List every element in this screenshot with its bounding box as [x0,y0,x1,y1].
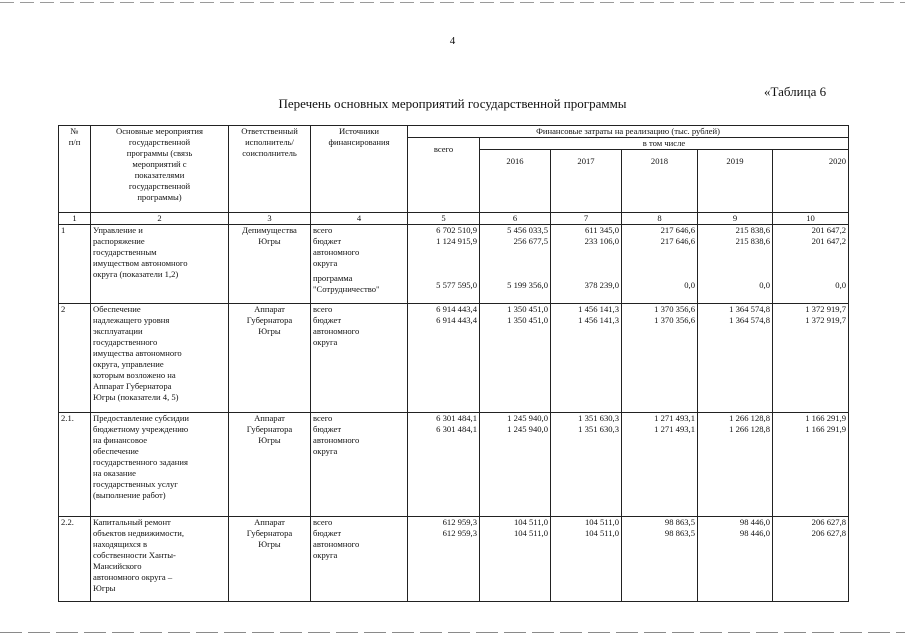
header-num-line: п/п [68,137,81,147]
value: 6 914 443,4 [436,315,477,325]
value-2019 [698,225,773,304]
value: 1 364 574,8 [729,315,770,325]
responsible-cell [229,225,311,304]
responsible-line: Депимущества [242,225,297,235]
header-responsible-line: соисполнитель [242,148,297,158]
activity-line: имуществом автономного [93,258,188,268]
value-2019 [698,517,773,602]
value: 1 350 451,0 [507,304,548,314]
col-number: 1 [59,213,91,225]
value: 6 914 443,4 [436,304,477,314]
header-activity [91,126,229,213]
activity-line: объектов недвижимости, [93,528,185,538]
table-row [59,413,849,517]
value-2018 [622,225,698,304]
value-2020 [773,225,849,304]
table-row [59,304,849,413]
activity-line: Аппарат Губернатора [93,381,172,391]
value: 1 271 493,1 [654,424,695,434]
value: 217 646,6 [660,225,695,235]
value: 215 838,6 [735,225,770,235]
header-year-2019: 2019 [698,150,773,213]
source-label: всего [313,517,333,527]
col-number: 8 [622,213,698,225]
activity-line: государственного [93,337,158,347]
header-total: всего [408,138,480,213]
col-number: 5 [408,213,480,225]
value-total [408,413,480,517]
col-number: 4 [311,213,408,225]
activity-line: на финансовое [93,435,148,445]
activity-cell [91,517,229,602]
row-number: 1 [59,225,91,304]
activity-line: обеспечение [93,446,139,456]
value-2020 [773,517,849,602]
col-number: 2 [91,213,229,225]
header-num-line: № [70,126,79,136]
value: 217 646,6 [660,236,695,246]
header-activity-line: мероприятий с [132,159,187,169]
responsible-line: Губернатора [246,528,293,538]
value: 104 511,0 [513,528,548,538]
activity-line: государственных услуг [93,479,178,489]
source-label: программа [313,273,353,283]
source-label: бюджет [313,236,342,246]
value: 612 959,3 [442,528,477,538]
value-2019 [698,413,773,517]
header-activity-line: показателями [134,170,185,180]
value: 1 370 356,6 [654,304,695,314]
header-sources-line: финансирования [328,137,390,147]
value-2020 [773,413,849,517]
value: 201 647,2 [811,225,847,235]
source-label: всего [313,225,333,235]
value: 5 577 595,0 [436,280,477,290]
source-label: округа [313,258,338,268]
source-label: бюджет [313,528,342,538]
value: 6 301 484,1 [436,413,477,423]
activity-line: Управление и [93,225,143,235]
source-label: округа [313,550,338,560]
responsible-line: Аппарат [254,517,285,527]
activity-line: на оказание [93,468,136,478]
activity-cell [91,413,229,517]
activity-line: эксплуатации [93,326,143,336]
activities-table [58,125,849,602]
value: 1 266 128,8 [729,413,770,423]
responsible-cell [229,413,311,517]
value-2020 [773,304,849,413]
source-label: всего [313,304,333,314]
sources-cell [311,304,408,413]
col-number: 3 [229,213,311,225]
table-label: «Таблица 6 [764,84,827,99]
value: 104 511,0 [584,528,619,538]
value: 378 239,0 [584,280,619,290]
value: 0,0 [684,280,695,290]
activity-line: собственности Ханты- [93,550,176,560]
header-activity-line: программы (связь [126,148,193,158]
value: 256 677,5 [513,236,548,246]
value: 1 166 291,9 [805,424,847,434]
source-label: округа [313,446,338,456]
activity-line: находящихся в [93,539,147,549]
value: 6 301 484,1 [436,424,477,434]
value-2017 [551,517,622,602]
value: 0,0 [759,280,770,290]
document-title: Перечень основных мероприятий государственной программы [278,96,627,111]
value-2017 [551,225,622,304]
value-2016 [480,517,551,602]
activity-line: автономного округа – [93,572,173,582]
value-2018 [622,304,698,413]
value: 1 166 291,9 [805,413,847,423]
responsible-line: Югры [258,326,281,336]
header-including: в том числе [480,138,849,150]
activity-line: Югры [93,583,116,593]
header-year-2016: 2016 [480,150,551,213]
sources-cell [311,225,408,304]
scan-edge-bottom [0,632,905,633]
header-activity-line: государственной [128,181,191,191]
value: 1 245 940,0 [507,413,548,423]
activity-line: Югры (показатели 4, 5) [93,392,179,402]
header-sources-line: Источники [338,126,380,136]
value-2016 [480,304,551,413]
value-2016 [480,225,551,304]
value: 104 511,0 [513,517,548,527]
header-sources [311,126,408,213]
activity-line: округа (показатели 1,2) [93,269,179,279]
source-label: автономного [313,247,360,257]
value-2016 [480,413,551,517]
value-total [408,225,480,304]
value-2017 [551,304,622,413]
value: 1 266 128,8 [729,424,770,434]
source-label: бюджет [313,424,342,434]
col-number: 6 [480,213,551,225]
activity-line: распоряжение [93,236,145,246]
value: 1 124 915,9 [436,236,477,246]
sources-cell [311,517,408,602]
value: 1 372 919,7 [805,315,847,325]
header-year-2018: 2018 [622,150,698,213]
header-num [59,126,91,213]
activity-line: Обеспечение [93,304,141,314]
activity-line: Капитальный ремонт [93,517,171,527]
value: 1 351 630,3 [578,413,619,423]
activity-cell [91,304,229,413]
header-financing: Финансовые затраты на реализацию (тыс. рублей) [408,126,849,138]
value: 215 838,6 [735,236,770,246]
header-year-2020: 2020 [773,150,849,213]
value-total [408,517,480,602]
responsible-line: Аппарат [254,304,285,314]
col-number: 7 [551,213,622,225]
value: 1 245 940,0 [507,424,548,434]
row-number: 2 [59,304,91,413]
value: 5 199 356,0 [507,280,548,290]
value: 233 106,0 [584,236,619,246]
column-number-row [59,213,849,225]
value: 0,0 [835,280,847,290]
activity-line: имущества автономного [93,348,182,358]
activity-line: (выполнение работ) [93,490,166,500]
value: 612 959,3 [442,517,477,527]
header-responsible [229,126,311,213]
scan-edge-top [0,2,905,3]
col-number: 9 [698,213,773,225]
value: 98 446,0 [739,528,770,538]
header-year-2017: 2017 [551,150,622,213]
value-2017 [551,413,622,517]
value-2019 [698,304,773,413]
activity-line: надлежащего уровня [93,315,170,325]
value: 206 627,8 [811,528,847,538]
responsible-cell [229,304,311,413]
value: 1 271 493,1 [654,413,695,423]
value: 104 511,0 [584,517,619,527]
responsible-line: Югры [258,539,281,549]
responsible-line: Югры [258,236,281,246]
value: 206 627,8 [811,517,847,527]
activity-line: государственным [93,247,157,257]
activity-line: Мансийского [93,561,142,571]
activity-line: округа, управление [93,359,164,369]
value: 1 351 630,3 [578,424,619,434]
activity-line: государственного задания [93,457,188,467]
value: 1 350 451,0 [507,315,548,325]
value: 6 702 510,9 [436,225,477,235]
row-number: 2.1. [59,413,91,517]
table-row [59,225,849,304]
table-row [59,517,849,602]
value: 1 372 919,7 [805,304,847,314]
sources-cell [311,413,408,517]
value: 5 456 033,5 [507,225,548,235]
activity-cell [91,225,229,304]
page-number: 4 [449,35,456,47]
value: 1 364 574,8 [729,304,770,314]
row-number: 2.2. [59,517,91,602]
responsible-cell [229,517,311,602]
source-label: округа [313,337,338,347]
value-2018 [622,517,698,602]
value: 98 863,5 [664,528,695,538]
responsible-line: Губернатора [246,424,293,434]
source-label: автономного [313,326,360,336]
value: 98 446,0 [739,517,770,527]
value-total [408,304,480,413]
table-header [59,126,849,225]
value-2018 [622,413,698,517]
source-label: бюджет [313,315,342,325]
activity-line: Предоставление субсидии [93,413,190,423]
value: 201 647,2 [811,236,847,246]
header-responsible-line: Ответственный [241,126,298,136]
header-activity-line: программы) [137,192,182,202]
activity-line: которым возложено на [93,370,176,380]
value: 611 345,0 [584,225,619,235]
col-number: 10 [773,213,849,225]
responsible-line: Аппарат [254,413,285,423]
source-label: "Сотрудничество" [313,284,380,294]
responsible-line: Югры [258,435,281,445]
value: 98 863,5 [664,517,695,527]
responsible-line: Губернатора [246,315,293,325]
table-body [59,225,849,602]
value: 1 456 141,3 [578,304,619,314]
value: 1 456 141,3 [578,315,619,325]
header-responsible-line: исполнитель/ [245,137,294,147]
source-label: автономного [313,435,360,445]
header-activity-line: государственной [128,137,191,147]
source-label: всего [313,413,333,423]
value: 1 370 356,6 [654,315,695,325]
activity-line: бюджетному учреждению [93,424,189,434]
header-activity-line: Основные мероприятия [116,126,203,136]
source-label: автономного [313,539,360,549]
